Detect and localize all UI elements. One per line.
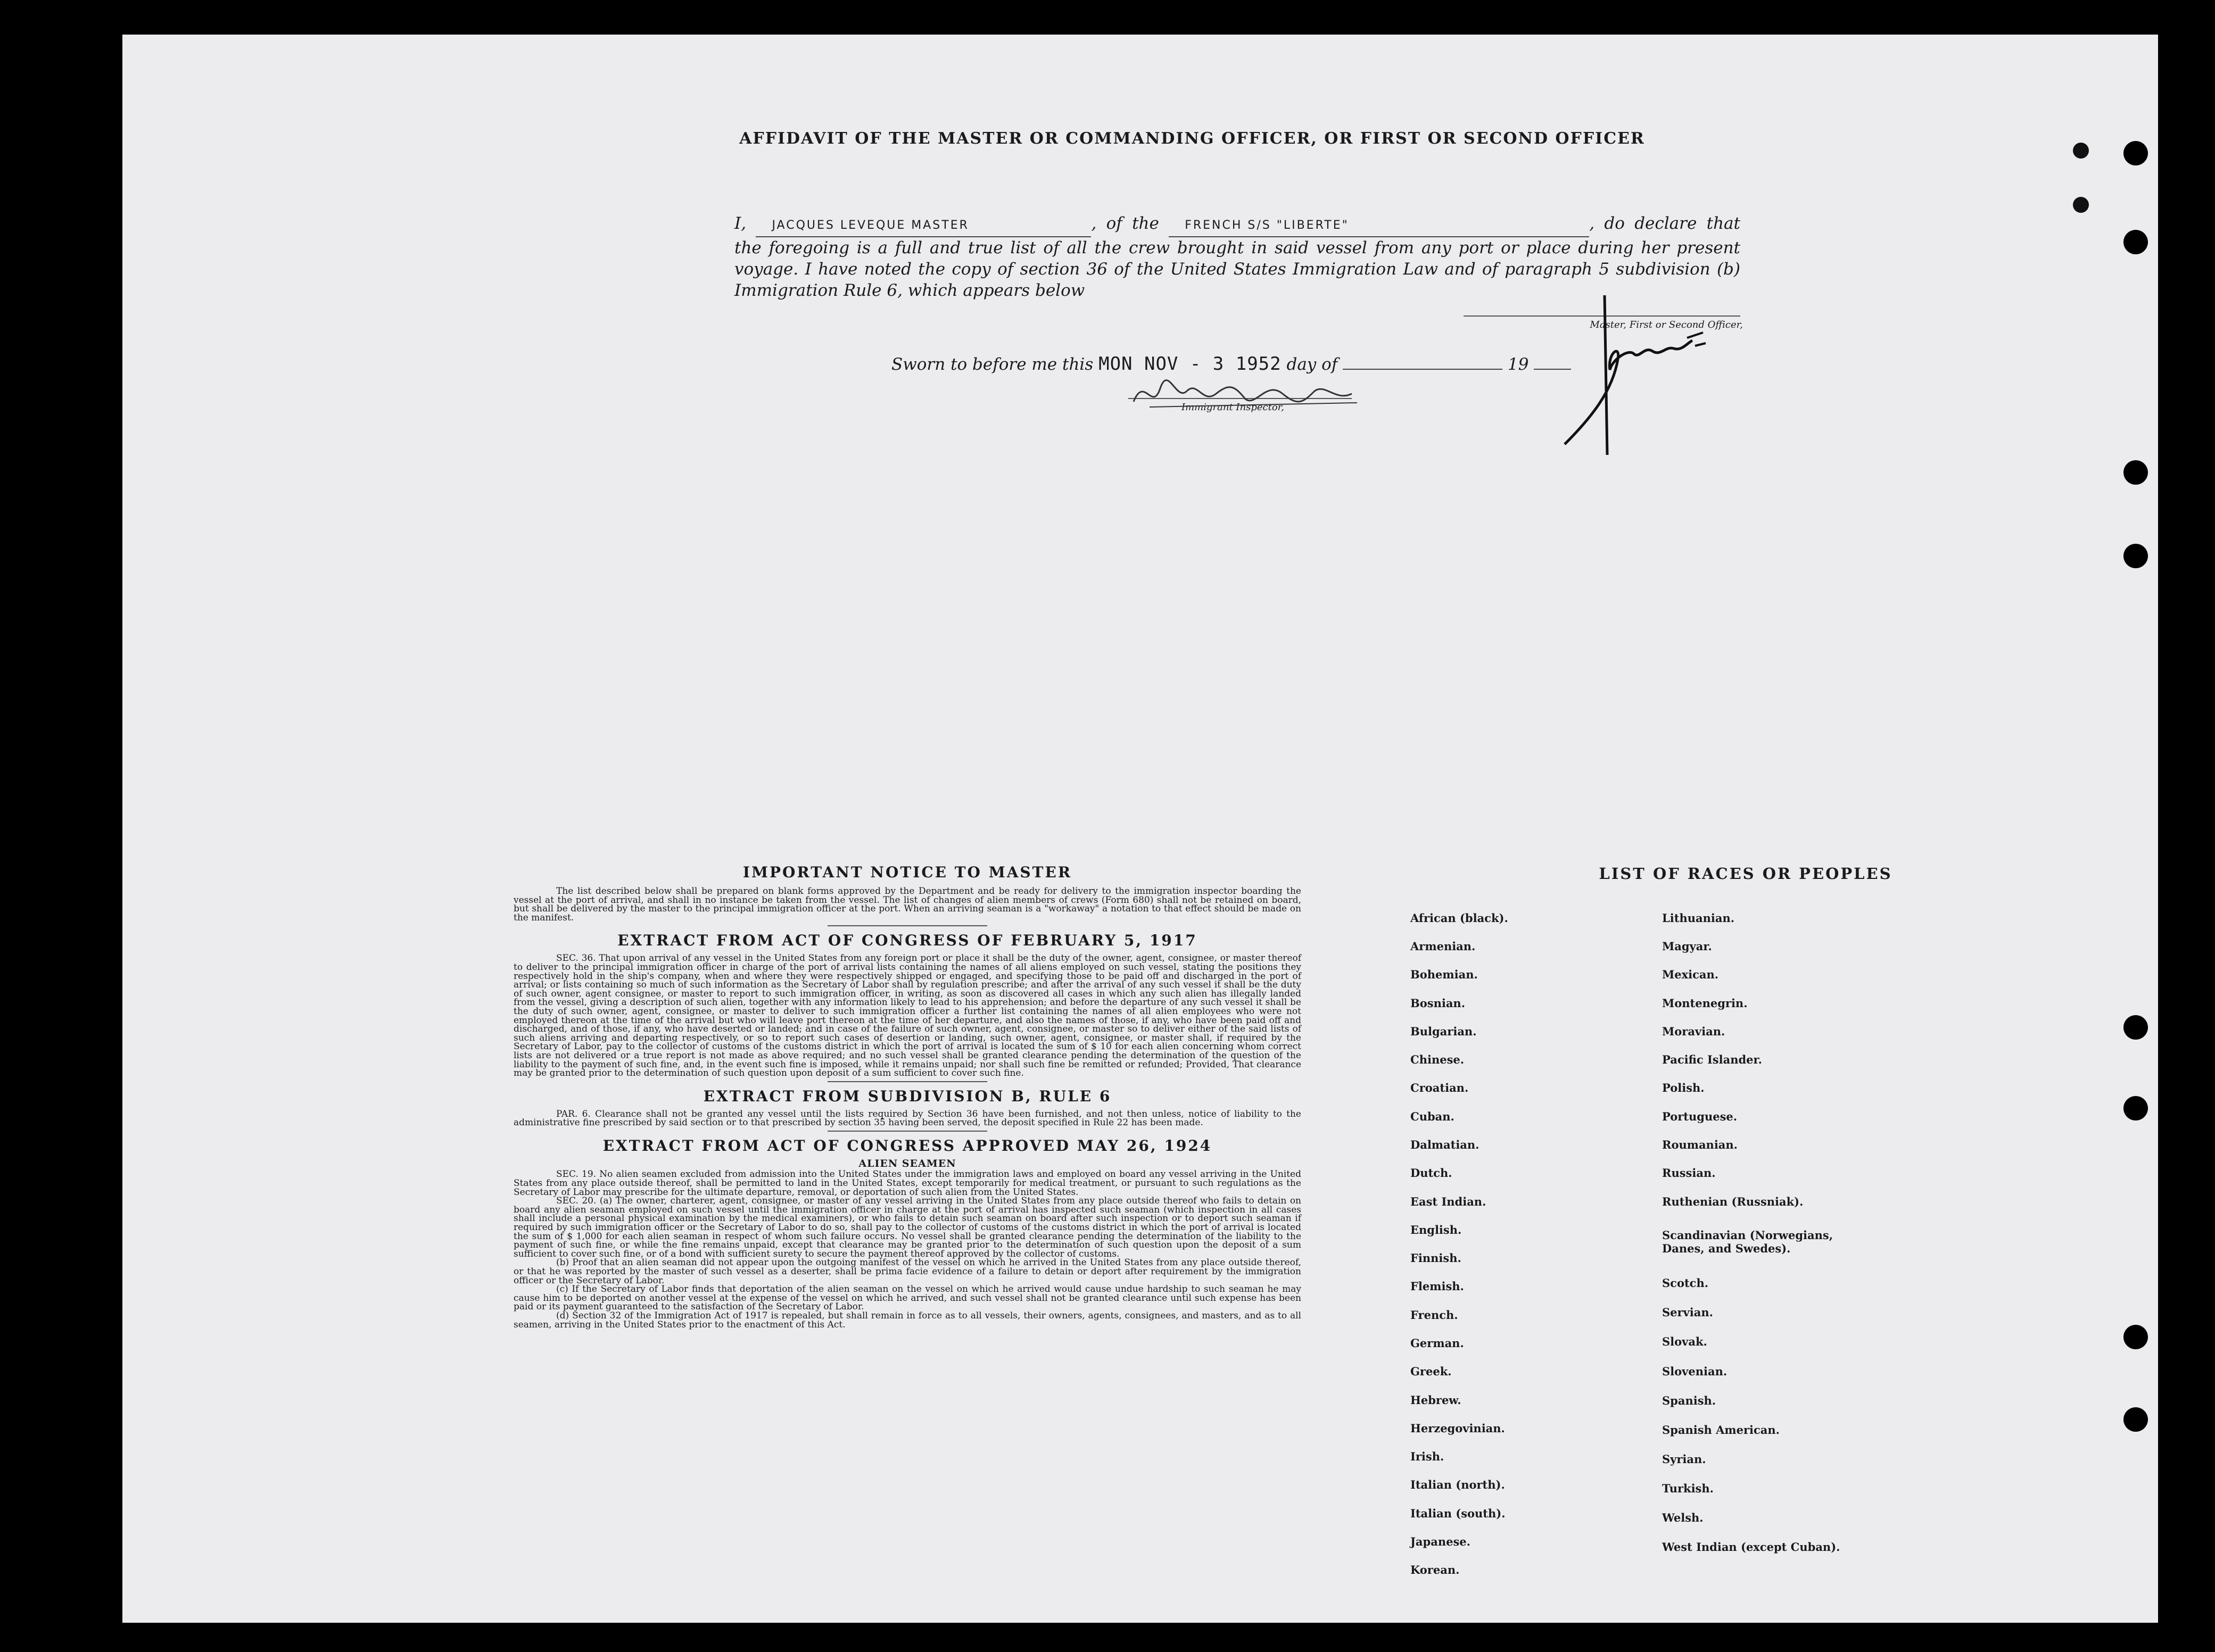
race-item: Croatian.: [1410, 1081, 1469, 1094]
race-item: English.: [1410, 1223, 1462, 1236]
race-item: Scotch.: [1662, 1276, 1709, 1290]
race-item: Bulgarian.: [1410, 1025, 1477, 1038]
extract-1917-title: EXTRACT FROM ACT OF CONGRESS OF FEBRUARY 5, 1917: [617, 932, 1197, 950]
extract-1924-title: EXTRACT FROM ACT OF CONGRESS APPROVED MAY 26, 1924: [602, 1136, 1212, 1155]
race-item: African (black).: [1410, 911, 1508, 925]
race-item: Spanish.: [1662, 1394, 1716, 1407]
extract-1924-sec20b: (b) Proof that an alien seaman did not appear upon the outgoing manifest of the vessel on which he arrived in the United States from any place outside thereof, or that he was reported by the master of such vessel as a deserter, shall be prima facie evidence of a failure to detain or deport after requirement by the immigration officer or the Secretary of Labor.: [514, 1257, 1301, 1286]
affidavit-text: [734, 213, 1740, 301]
race-item: Portuguese.: [1662, 1110, 1738, 1123]
race-item: East Indian.: [1410, 1195, 1486, 1208]
race-item: Chinese.: [1410, 1053, 1465, 1066]
punch-hole: [2123, 1096, 2148, 1120]
race-item: Spanish American.: [1662, 1423, 1780, 1437]
race-item: Ruthenian (Russniak).: [1662, 1195, 1804, 1208]
race-item: Flemish.: [1410, 1280, 1464, 1293]
day-of-label: day of: [1286, 355, 1338, 374]
date-stamp: MON NOV - 3 1952: [1098, 353, 1282, 375]
race-item: Polish.: [1662, 1081, 1705, 1094]
master-name-field: JACQUES LEVEQUE MASTER: [756, 215, 1091, 237]
race-item: Mexican.: [1662, 968, 1719, 981]
race-item: Turkish.: [1662, 1482, 1714, 1495]
divider: [828, 1081, 987, 1082]
day-of-field: [1343, 353, 1502, 370]
race-item: Montenegrin.: [1662, 997, 1748, 1010]
sworn-label: Sworn to before me this: [891, 355, 1094, 374]
race-item: Armenian.: [1410, 940, 1476, 953]
master-signature: [1559, 295, 1730, 466]
race-item: Bohemian.: [1410, 968, 1478, 981]
affidavit-title: AFFIDAVIT OF THE MASTER OR COMMANDING OFFICER, OR FIRST OR SECOND OFFICER: [739, 129, 1645, 148]
race-item: Finnish.: [1410, 1251, 1461, 1265]
race-item: Bosnian.: [1410, 997, 1466, 1010]
extract-1924-subtitle: ALIEN SEAMEN: [858, 1157, 956, 1169]
race-item: Roumanian.: [1662, 1138, 1738, 1151]
race-item: Scandinavian (Norwegians, Danes, and Swedes).: [1662, 1228, 1833, 1255]
race-item: Dalmatian.: [1410, 1138, 1480, 1151]
race-item: Moravian.: [1662, 1025, 1725, 1038]
race-item: Syrian.: [1662, 1452, 1706, 1466]
extract-rule6-body: PAR. 6. Clearance shall not be granted any vessel until the lists required by Section 36 have been furnished, and not then unless, notice of liability to the administrative fine prescribed by said section or to that prescribed by section 35 having been served, the deposit specified in Rule 22 has been made.: [514, 1108, 1301, 1128]
divider: [828, 1131, 987, 1132]
race-item: Lithuanian.: [1662, 911, 1735, 925]
race-item: Slovak.: [1662, 1335, 1707, 1348]
vessel-name-field: FRENCH S/S "LIBERTE": [1169, 215, 1589, 237]
race-item: Pacific Islander.: [1662, 1053, 1762, 1066]
punch-mark: [2073, 143, 2089, 159]
inspector-signature: [1128, 370, 1384, 418]
race-item: West Indian (except Cuban).: [1662, 1540, 1840, 1554]
punch-hole: [2123, 544, 2148, 568]
race-item: Welsh.: [1662, 1511, 1704, 1524]
extract-1924-sec19: SEC. 19. No alien seamen excluded from admission into the United States under the immigration laws and employed on board any vessel arriving in the United States from any place outside thereof, shall be permitted to land in the United States, except temporarily for medical treatment, or pursuant to such regulations as the Secretary of Labor may prescribe for the ultimate departure, removal, or deportation of such alien from the United States.: [514, 1169, 1301, 1198]
affidavit-of-the: , of the: [1091, 214, 1159, 233]
punch-hole: [2123, 1407, 2148, 1432]
race-item: Slovenian.: [1662, 1365, 1728, 1378]
notice-title: IMPORTANT NOTICE TO MASTER: [742, 864, 1072, 881]
race-item: Greek.: [1410, 1365, 1452, 1378]
extract-1917-body: SEC. 36. That upon arrival of any vessel in the United States from any foreign port or place it shall be the duty of the owner, agent, consignee, or master thereof to deliver to the principal immigration officer in charge of the port of arrival lists containing the names of all aliens employed on such vessel, stating the positions they respectively hold in the ship's company, when and where they were respectively shipped or engaged, and specifying those to be paid off and discharged in the port of arrival; or lists containing so much of such information as the Secretary of Labor shall by regulation prescribe; and after the arrival of any such vessel it shall be the duty of such owner, agent consignee, or master to report to such immigration officer, in writing, as soon as discovered all cases in which any such alien has illegally landed from the vessel, giving a description of such alien, together with any information likely to lead to his apprehension; and before the departure of any such vessel it shall be the duty of such owner, agent, consignee, or master to deliver to such immigration officer a further list containing the names of all alien employees who were not employed thereon at the time of the arrival but who will leave port thereon at the time of her departure, and also the names of those, if any, who have been paid off and discharged, and of those, if any, who have deserted or landed; and in case of the failure of such owner, agent, consignee, or master so to deliver either of the said lists of such aliens arriving and departing respectively, or so to report such cases of desertion or landing, such owner, agent, consignee, or master shall, if required by the Secretary of Labor, pay to the collector of customs of the customs district in which the port of arrival is located the sum of $ 10 for each alien concerning whom correct lists are not delivered or a true report is not made as above required; and no such vessel shall be granted clearance pending the determination of the question of the liability to the payment of such fine, and, in the event such fine is imposed, while it remains unpaid; nor shall such fine be remitted or refunded; Provided, That clearance may be granted prior to the determination of such question upon deposit of a sum sufficient to cover such fine.: [514, 953, 1301, 1079]
divider: [828, 925, 987, 926]
punch-mark: [2073, 197, 2089, 213]
extract-1924-sec20c: (c) If the Secretary of Labor finds that deportation of the alien seaman on the vessel on which he arrived would cause undue hardship to such seaman he may cause him to be deported on another vessel at the expense of the vessel on which he arrived, and such vessel shall not be granted clearance until such expense has been paid or its payment guaranteed to the satisfaction of the Secretary of Labor.: [514, 1284, 1301, 1313]
race-item: Hebrew.: [1410, 1393, 1461, 1407]
inspector-caption: Immigrant Inspector,: [1181, 402, 1285, 413]
race-item: Servian.: [1662, 1306, 1713, 1319]
affidavit-i-label: I,: [734, 214, 747, 233]
extract-1924-sec20d: (d) Section 32 of the Immigration Act of 1917 is repealed, but shall remain in force as to all vessels, their owners, agents, consignees, and masters, and as to all seamen, arriving in the United States prior to the enactment of this Act.: [514, 1310, 1301, 1330]
race-item: Italian (south).: [1410, 1507, 1506, 1520]
punch-hole: [2123, 230, 2148, 254]
race-item: Italian (north).: [1410, 1478, 1505, 1491]
notice-body: The list described below shall be prepared on blank forms approved by the Department and be ready for delivery to the immigration inspector boarding the vessel at the port of arrival, and shall in no instance be taken from the vessel. The list of changes of alien members of crews (Form 680) shall not be retained on board, but shall be delivered by the master to the principal immigration officer at the port. When an arriving seaman is a "workaway" a notation to that effect should be made on the manifest.: [514, 886, 1301, 923]
race-item: Magyar.: [1662, 940, 1712, 953]
race-item: Cuban.: [1410, 1110, 1454, 1123]
punch-hole: [2123, 141, 2148, 165]
races-title: LIST OF RACES OR PEOPLES: [1599, 865, 1892, 883]
race-item: German.: [1410, 1336, 1464, 1350]
extract-1924-sec20a: SEC. 20. (a) The owner, charterer, agent, consignee, or master of any vessel arriving in the United States from any place outside thereof who fails to detain on board any alien seaman employed on such vessel until the immigration officer in charge at the port of arrival has inspected such seaman (which inspection in all cases shall include a personal physical examination by the medical examiners), or who fails to detain such seaman on board after such inspection or to deport such seaman if required by such immigration officer or the Secretary of Labor to do so, shall pay to the collector of customs of the customs district in which the port of arrival is located the sum of $ 1,000 for each alien seaman in respect of whom such failure occurs. No vessel shall be granted clearance pending the determination of the liability to the payment of such fine, or while the fine remains unpaid, except that clearance may be granted prior to the determination of such question upon the deposit of a sum sufficient to cover such fine, or of a bond with sufficient surety to secure the payment thereof approved by the collector of customs.: [514, 1196, 1301, 1259]
affidavit-declaration: , do declare that the foregoing is a full and true list of all the crew brought in said vessel from any port or place during her present voyage. I have noted the copy of section 36 of the United States Immigration Law and of paragraph 5 subdivision (b) Immigration Rule 6, which appears below: [734, 214, 1740, 300]
notice-column: [514, 864, 1301, 1329]
extract-rule6-title: EXTRACT FROM SUBDIVISION B, RULE 6: [703, 1087, 1112, 1105]
race-item: Japanese.: [1410, 1535, 1470, 1548]
race-item: French.: [1410, 1308, 1458, 1322]
punch-hole: [2123, 460, 2148, 485]
document-page: [122, 35, 2158, 1623]
punch-hole: [2123, 1015, 2148, 1040]
punch-hole: [2123, 1325, 2148, 1349]
race-item: Herzegovinian.: [1410, 1422, 1505, 1435]
race-item: Irish.: [1410, 1450, 1444, 1463]
year-prefix: 19: [1508, 355, 1529, 374]
race-item: Dutch.: [1410, 1166, 1452, 1180]
signature-caption: Master, First or Second Officer,: [1590, 319, 1743, 330]
race-item: Russian.: [1662, 1166, 1716, 1180]
race-item: Korean.: [1410, 1563, 1460, 1576]
